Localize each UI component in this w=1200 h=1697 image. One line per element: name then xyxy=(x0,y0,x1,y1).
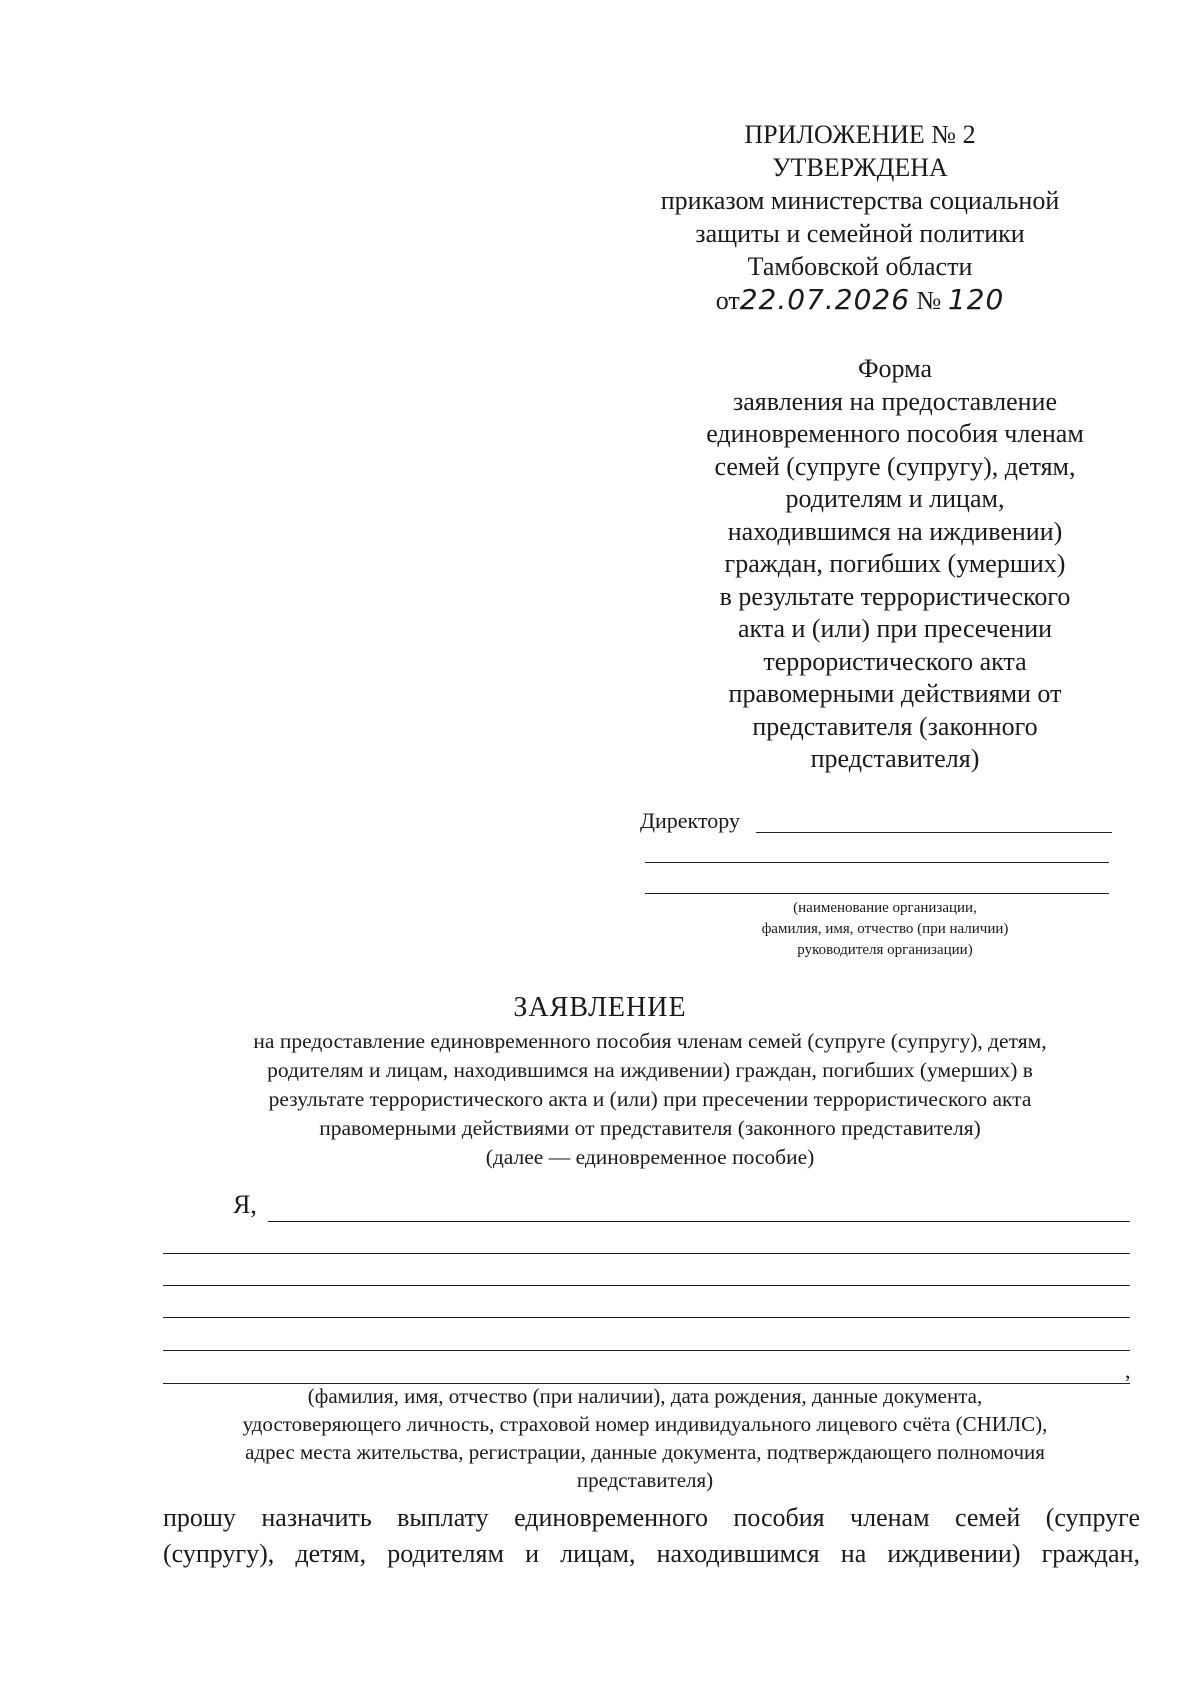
applicant-field-line-2[interactable] xyxy=(163,1253,1130,1254)
statement-subtitle-line: (далее — единовременное пособие) xyxy=(485,1145,815,1169)
date-prefix: от xyxy=(715,286,740,315)
applicant-field-line-5[interactable] xyxy=(163,1350,1130,1351)
form-title-line: родителям и лицам, xyxy=(785,484,1005,513)
organization-hint-line: (наименование организации, xyxy=(793,900,977,916)
statement-subtitle-line: результате террористического акта и (или) при пресечении террористического акта xyxy=(268,1087,1032,1111)
form-title-line: представителя (законного xyxy=(752,711,1038,741)
approved-label: УТВЕРЖДЕНА xyxy=(772,153,948,182)
approval-date-line xyxy=(630,283,1090,317)
director-organization-field[interactable] xyxy=(645,862,1109,863)
statement-subtitle xyxy=(170,1027,1130,1172)
applicant-field-line-4[interactable] xyxy=(163,1317,1130,1318)
form-title-line: заявления на предоставление xyxy=(732,386,1058,416)
form-title-line: в результате террористического xyxy=(719,581,1071,611)
statement-subtitle-line: на предоставление единовременного пособия членам семей (супруге (супругу), детям, xyxy=(253,1029,1047,1053)
approval-order-line-1: приказом министерства социальной xyxy=(660,186,1060,215)
form-title-line: правомерными действиями от xyxy=(728,679,1062,708)
form-title-line: находившимся на иждивении) xyxy=(727,516,1063,546)
appendix-number: ПРИЛОЖЕНИЕ № 2 xyxy=(744,120,976,149)
form-title xyxy=(700,353,1090,776)
form-title-line: Форма xyxy=(858,354,932,383)
statement-subtitle-line: родителям и лицам, находившимся на иждивении) граждан, погибших (умерших) в xyxy=(267,1058,1033,1082)
form-title-line: граждан, погибших (умерших) xyxy=(724,549,1066,578)
applicant-hint xyxy=(150,1382,1140,1494)
form-title-line: представителя) xyxy=(810,744,980,773)
trailing-comma: , xyxy=(1125,1358,1131,1383)
statement-title: ЗАЯВЛЕНИЕ xyxy=(513,992,687,1023)
director-label: Директору xyxy=(640,808,740,833)
request-line: (супругу), детям, родителям и лицам, находившимся на иждивении) граждан, xyxy=(163,1539,1140,1568)
applicant-hint-line: (фамилия, имя, отчество (при наличии), дата рождения, данные документа, xyxy=(307,1384,983,1408)
applicant-hint-line: адрес места жительства, регистрации, данные документа, подтверждающего полномочия xyxy=(245,1440,1045,1464)
form-title-line: акта и (или) при пресечении xyxy=(737,614,1053,643)
number-prefix: № xyxy=(916,286,942,315)
form-title-line: террористического акта xyxy=(763,646,1027,676)
applicant-hint-line: представителя) xyxy=(576,1468,714,1492)
director-name-field[interactable] xyxy=(756,832,1112,833)
request-line: прошу назначить выплату единовременного пособия членам семей (супруге xyxy=(163,1503,1140,1532)
director-organization-field-2[interactable] xyxy=(645,893,1109,894)
approval-block xyxy=(630,118,1090,317)
form-title-line: единовременного пособия членам xyxy=(706,419,1084,448)
applicant-hint-line: удостоверяющего личность, страховой номер индивидуального лицевого счёта (СНИЛС), xyxy=(242,1412,1048,1436)
handwritten-number: 120 xyxy=(947,283,1005,316)
organization-hint-line: фамилия, имя, отчество (при наличии) xyxy=(761,921,1009,937)
applicant-prefix: Я, xyxy=(233,1190,257,1219)
organization-hint-line: руководителя организации) xyxy=(797,942,973,958)
approval-order-line-3: Тамбовской области xyxy=(747,252,973,281)
applicant-field-line-1[interactable] xyxy=(268,1221,1130,1222)
statement-subtitle-line: правомерными действиями от представителя (законного представителя) xyxy=(319,1116,981,1140)
approval-order-line-2: защиты и семейной политики xyxy=(695,219,1025,248)
handwritten-date: 22.07.2026 xyxy=(739,283,911,316)
organization-hint xyxy=(715,898,1055,961)
applicant-field-line-3[interactable] xyxy=(163,1285,1130,1286)
form-title-line: семей (супруге (супругу), детям, xyxy=(714,451,1076,481)
request-paragraph xyxy=(163,1500,1140,1572)
